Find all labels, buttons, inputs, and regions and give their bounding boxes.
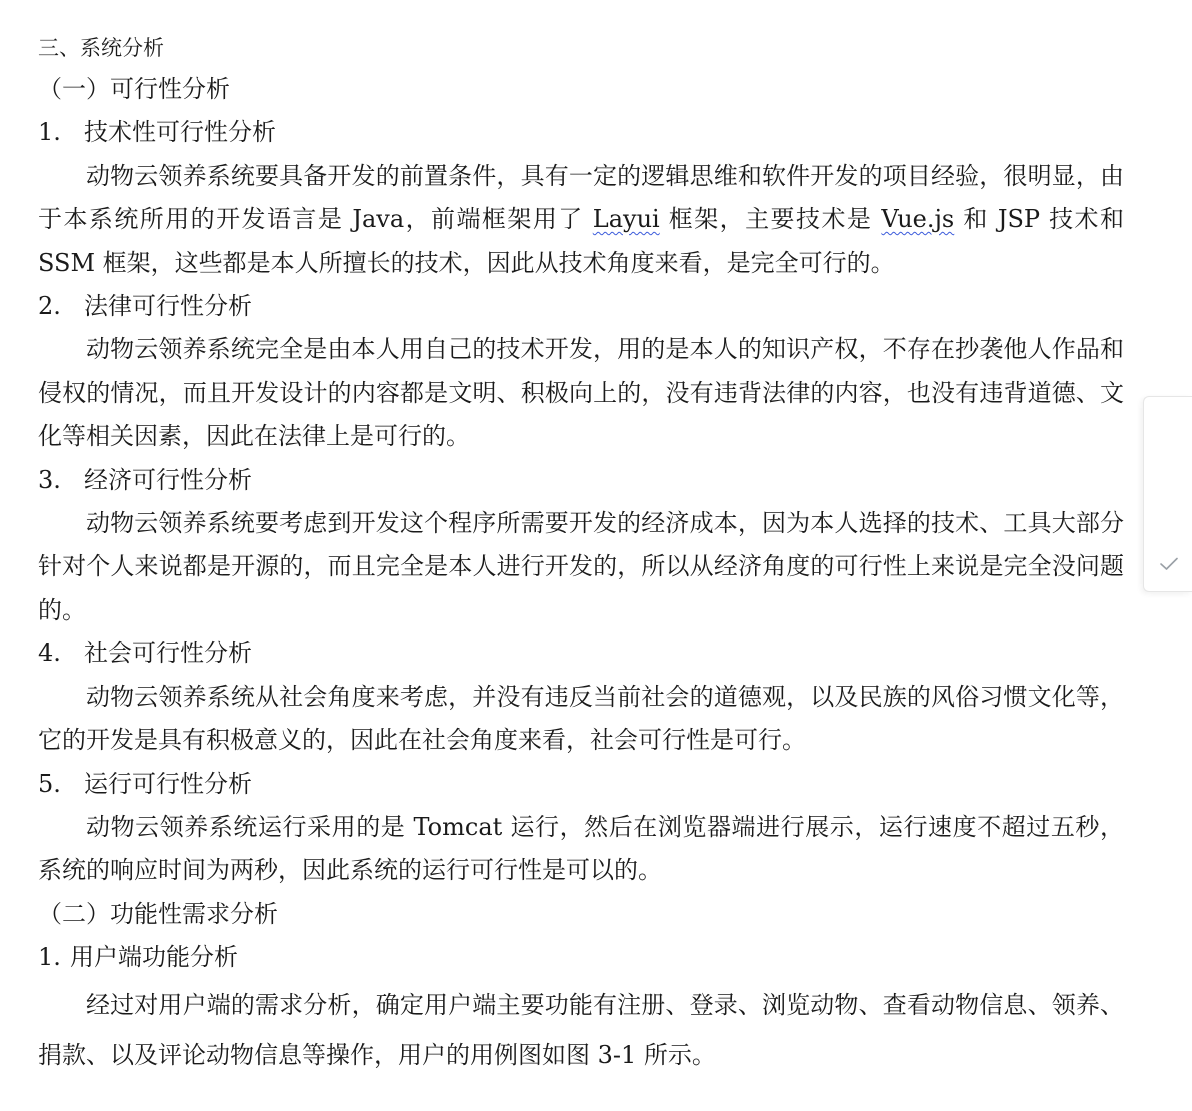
item-title: 社会可行性分析 xyxy=(84,639,252,668)
item-number: 1. xyxy=(38,118,61,147)
section-title: 三、系统分析 xyxy=(38,36,164,60)
paragraph-text: 动物云领养系统要具备开发的前置条件，具有一定的逻辑思维和软件开发的项目经验，很明显，由于本系统所用的开发语言是 Java，前端框架用了 xyxy=(38,161,1124,234)
item-heading-user xyxy=(38,936,1124,979)
item-number: 2. xyxy=(38,292,61,321)
document-body xyxy=(38,28,1124,1080)
paragraph-technical xyxy=(38,155,1124,285)
paragraph-user-functions: 经过对用户端的需求分析，确定用户端主要功能有注册、登录、浏览动物、查看动物信息、领养、捐款、以及评论动物信息等操作，用户的用例图如图 3-1 所示。 xyxy=(38,990,1124,1069)
spellcheck-term-layui[interactable]: Layui xyxy=(592,205,660,234)
item-title: 用户端功能分析 xyxy=(70,943,238,972)
side-review-panel[interactable] xyxy=(1143,396,1192,592)
subsection-title-feasibility: （一）可行性分析 xyxy=(38,75,230,103)
item-heading-5 xyxy=(38,763,1124,806)
item-number: 3. xyxy=(38,465,61,494)
item-number: 5. xyxy=(38,769,61,798)
item-title: 经济可行性分析 xyxy=(84,465,252,494)
paragraph-social: 动物云领养系统从社会角度来考虑，并没有违反当前社会的道德观，以及民族的风俗习惯文化等，它的开发是具有积极意义的，因此在社会角度来看，社会可行性是可行。 xyxy=(38,682,1124,755)
paragraph-economic: 动物云领养系统要考虑到开发这个程序所需要开发的经济成本，因为本人选择的技术、工具大部分针对个人来说都是开源的，而且完全是本人进行开发的，所以从经济角度的可行性上来说是完全没问题的。 xyxy=(38,509,1124,624)
item-heading-4 xyxy=(38,632,1124,675)
item-title: 法律可行性分析 xyxy=(84,292,252,321)
item-number: 4. xyxy=(38,639,61,668)
paragraph-operational: 动物云领养系统运行采用的是 Tomcat 运行，然后在浏览器端进行展示，运行速度不超过五秒，系统的响应时间为两秒，因此系统的运行可行性是可以的。 xyxy=(38,812,1124,885)
item-heading-1 xyxy=(38,111,1124,154)
paragraph-text: 和 JSP 技术和 SSM 框架，这些都是本人所擅长的技术，因此从技术角度来看，是完全可行的。 xyxy=(38,205,1124,277)
item-title: 运行可行性分析 xyxy=(84,769,252,798)
paragraph-legal: 动物云领养系统完全是由本人用自己的技术开发，用的是本人的知识产权，不存在抄袭他人作品和侵权的情况，而且开发设计的内容都是文明、积极向上的，没有违背法律的内容，也没有违背道德、文化等相关因素，因此在法律上是可行的。 xyxy=(38,335,1124,451)
paragraph-text: 框架，主要技术是 xyxy=(659,205,882,234)
item-heading-3 xyxy=(38,459,1124,502)
item-heading-2 xyxy=(38,285,1124,328)
spellcheck-term-vuejs[interactable]: Vue.js xyxy=(881,205,955,234)
subsection-title-functional: （二）功能性需求分析 xyxy=(38,899,278,928)
item-title: 技术性可行性分析 xyxy=(84,118,276,147)
item-number: 1. xyxy=(38,943,61,972)
check-icon[interactable] xyxy=(1160,557,1178,571)
